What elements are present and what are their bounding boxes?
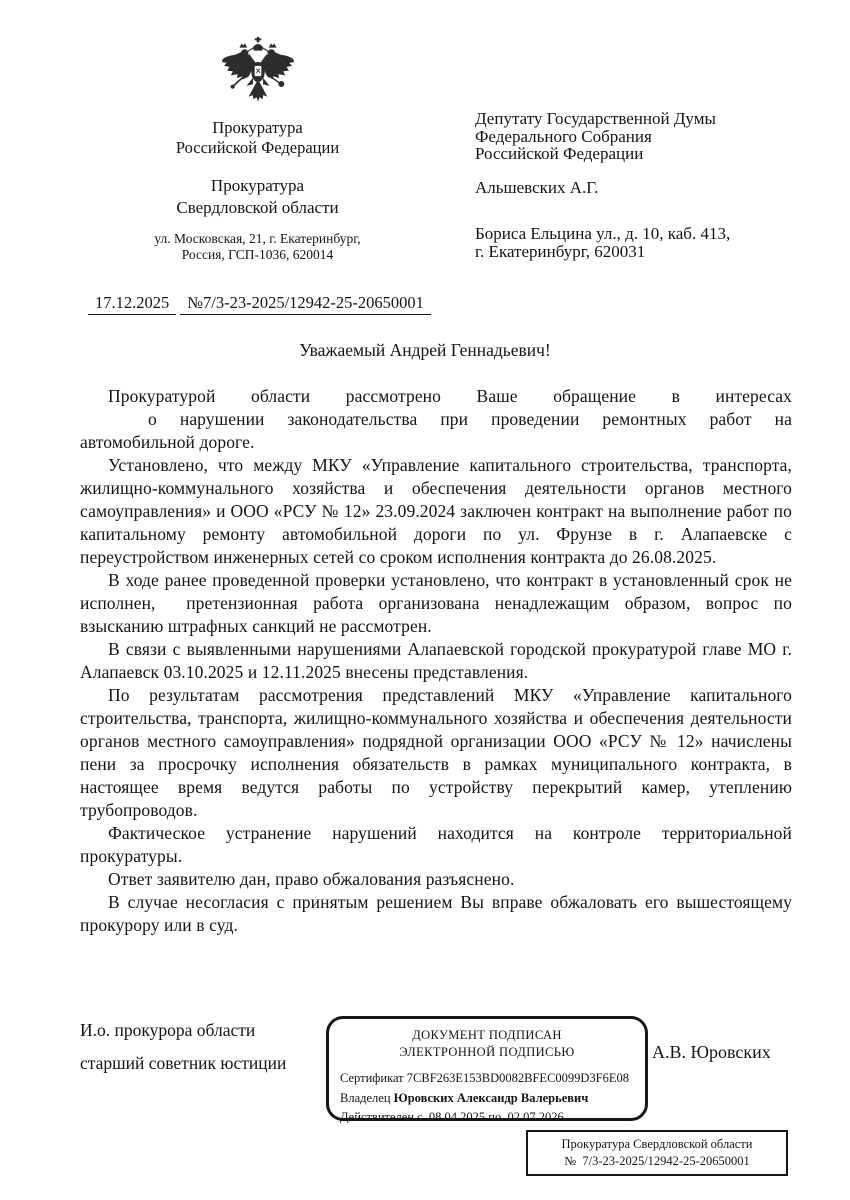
registration-stamp <box>526 1130 788 1176</box>
organization-name <box>85 175 430 219</box>
opening-line: Прокуратурой области рассмотрено Ваше обращение в интересах <box>108 386 792 406</box>
paragraph: В связи с выявленными нарушениями Алапаевской городской прокуратурой главе МО г. Алапаевск 03.10.2025 и 12.11.2025 внесены представления. <box>80 639 792 682</box>
owner-value: Юровских Александр Валерьевич <box>393 1090 589 1105</box>
org-address-line: Россия, ГСП-1036, 620014 <box>181 247 334 262</box>
addressee-address-line: г. Екатеринбург, 620031 <box>475 241 646 261</box>
paragraph: По результатам рассмотрения представлений МКУ «Управление капитального строительства, транспорта, жилищно-коммунального хозяйства и обеспечения деятельности органов местного самоуправления» подрядной организации ООО «РСУ № 12» начислены пени за просрочку исполнения обязательств в рамках муниципального контракта, в настоящее время ведутся работы по устройству перекрытий камер, утеплению трубопроводов. <box>80 685 792 820</box>
addressee-name: Альшевских А.Г. <box>475 177 599 197</box>
signer-position <box>80 1014 286 1080</box>
signature-block <box>0 1012 850 1132</box>
paragraph: Ответ заявителю дан, право обжалования разъяснено. <box>108 869 515 889</box>
stamp-certificate <box>340 1069 639 1089</box>
org-line: Прокуратура <box>210 176 305 195</box>
addressee-position-line: Депутату Государственной Думы <box>475 109 716 128</box>
certificate-label: Сертификат <box>340 1071 404 1085</box>
addressee-position-line: Российской Федерации <box>475 144 644 163</box>
owner-label: Владелец <box>340 1090 391 1105</box>
salutation: Уважаемый Андрей Геннадьевич! <box>299 340 551 360</box>
letter-number: №7/3-23-2025/12942-25-20650001 <box>180 293 431 315</box>
paragraph: В случае несогласия с принятым решением Вы вправе обжаловать его вышестоящему прокурору или в суд. <box>80 892 792 935</box>
coat-of-arms-icon <box>85 36 430 114</box>
addressee-position <box>475 110 810 163</box>
parent-org-line: Российской Федерации <box>175 138 340 157</box>
opening-line: о нарушении законодательства при проведении ремонтных работ на <box>148 409 792 429</box>
paragraph: Фактическое устранение нарушений находится на контроле территориальной прокуратуры. <box>80 823 792 866</box>
stamp-title-line: ЭЛЕКТРОННОЙ ПОДПИСЬЮ <box>399 1045 575 1059</box>
paragraph: Установлено, что между МКУ «Управление капитального строительства, транспорта, жилищно-коммунального хозяйства и обеспечения деятельности органов местного самоуправления» и ООО «РСУ № 12» 23.09.2024 заключен контракт на выполнение работ по капитальному ремонту автомобильной дороги по ул. Фрунзе в г. Алапаевске с переустройством инженерных сетей со сроком исполнения контракта до 26.08.2025. <box>80 455 792 567</box>
signer-name: А.В. Юровских <box>652 1042 771 1062</box>
paragraph: В ходе ранее проведенной проверки установлено, что контракт в установленный срок не исполнен, претензионная работа организована ненадлежащим образом, вопрос по взысканию штрафных санкций не рассмотрен. <box>80 570 792 636</box>
letterhead <box>0 0 850 263</box>
org-address-line: ул. Московская, 21, г. Екатеринбург, <box>154 231 361 246</box>
certificate-value: 7CBF263E153BD0082BFEC0099D3F6E08 <box>406 1071 630 1085</box>
letter-date: 17.12.2025 <box>88 293 176 315</box>
stamp-details <box>340 1069 639 1128</box>
opening-line: автомобильной дороге. <box>80 432 255 452</box>
stamp-owner <box>340 1089 639 1109</box>
addressee-block <box>475 36 810 263</box>
addressee-address-line: Бориса Ельцина ул., д. 10, каб. 413, <box>475 224 731 243</box>
parent-organization-name <box>85 118 430 158</box>
reference-line <box>88 293 850 313</box>
letter-body <box>80 385 792 937</box>
organization-address <box>85 231 430 263</box>
stamp-title <box>329 1027 645 1061</box>
digital-signature-stamp <box>326 1016 648 1124</box>
addressee-address <box>475 225 810 260</box>
stamp-validity: Действителен с 08.04.2025 по 02.07.2026 <box>340 1110 564 1124</box>
parent-org-line: Прокуратура <box>212 118 303 137</box>
registration-number: № 7/3-23-2025/12942-25-20650001 <box>564 1154 750 1168</box>
stamp-title-line: ДОКУМЕНТ ПОДПИСАН <box>412 1028 562 1042</box>
signer-position-line: старший советник юстиции <box>80 1053 287 1073</box>
registration-org: Прокуратура Свердловской области <box>561 1137 753 1151</box>
letterhead-left-column <box>85 36 430 263</box>
paragraph-opening <box>80 385 792 454</box>
org-line: Свердловской области <box>176 198 339 217</box>
signer-position-line: И.о. прокурора области <box>80 1020 256 1040</box>
addressee-position-line: Федерального Собрания <box>475 126 652 146</box>
